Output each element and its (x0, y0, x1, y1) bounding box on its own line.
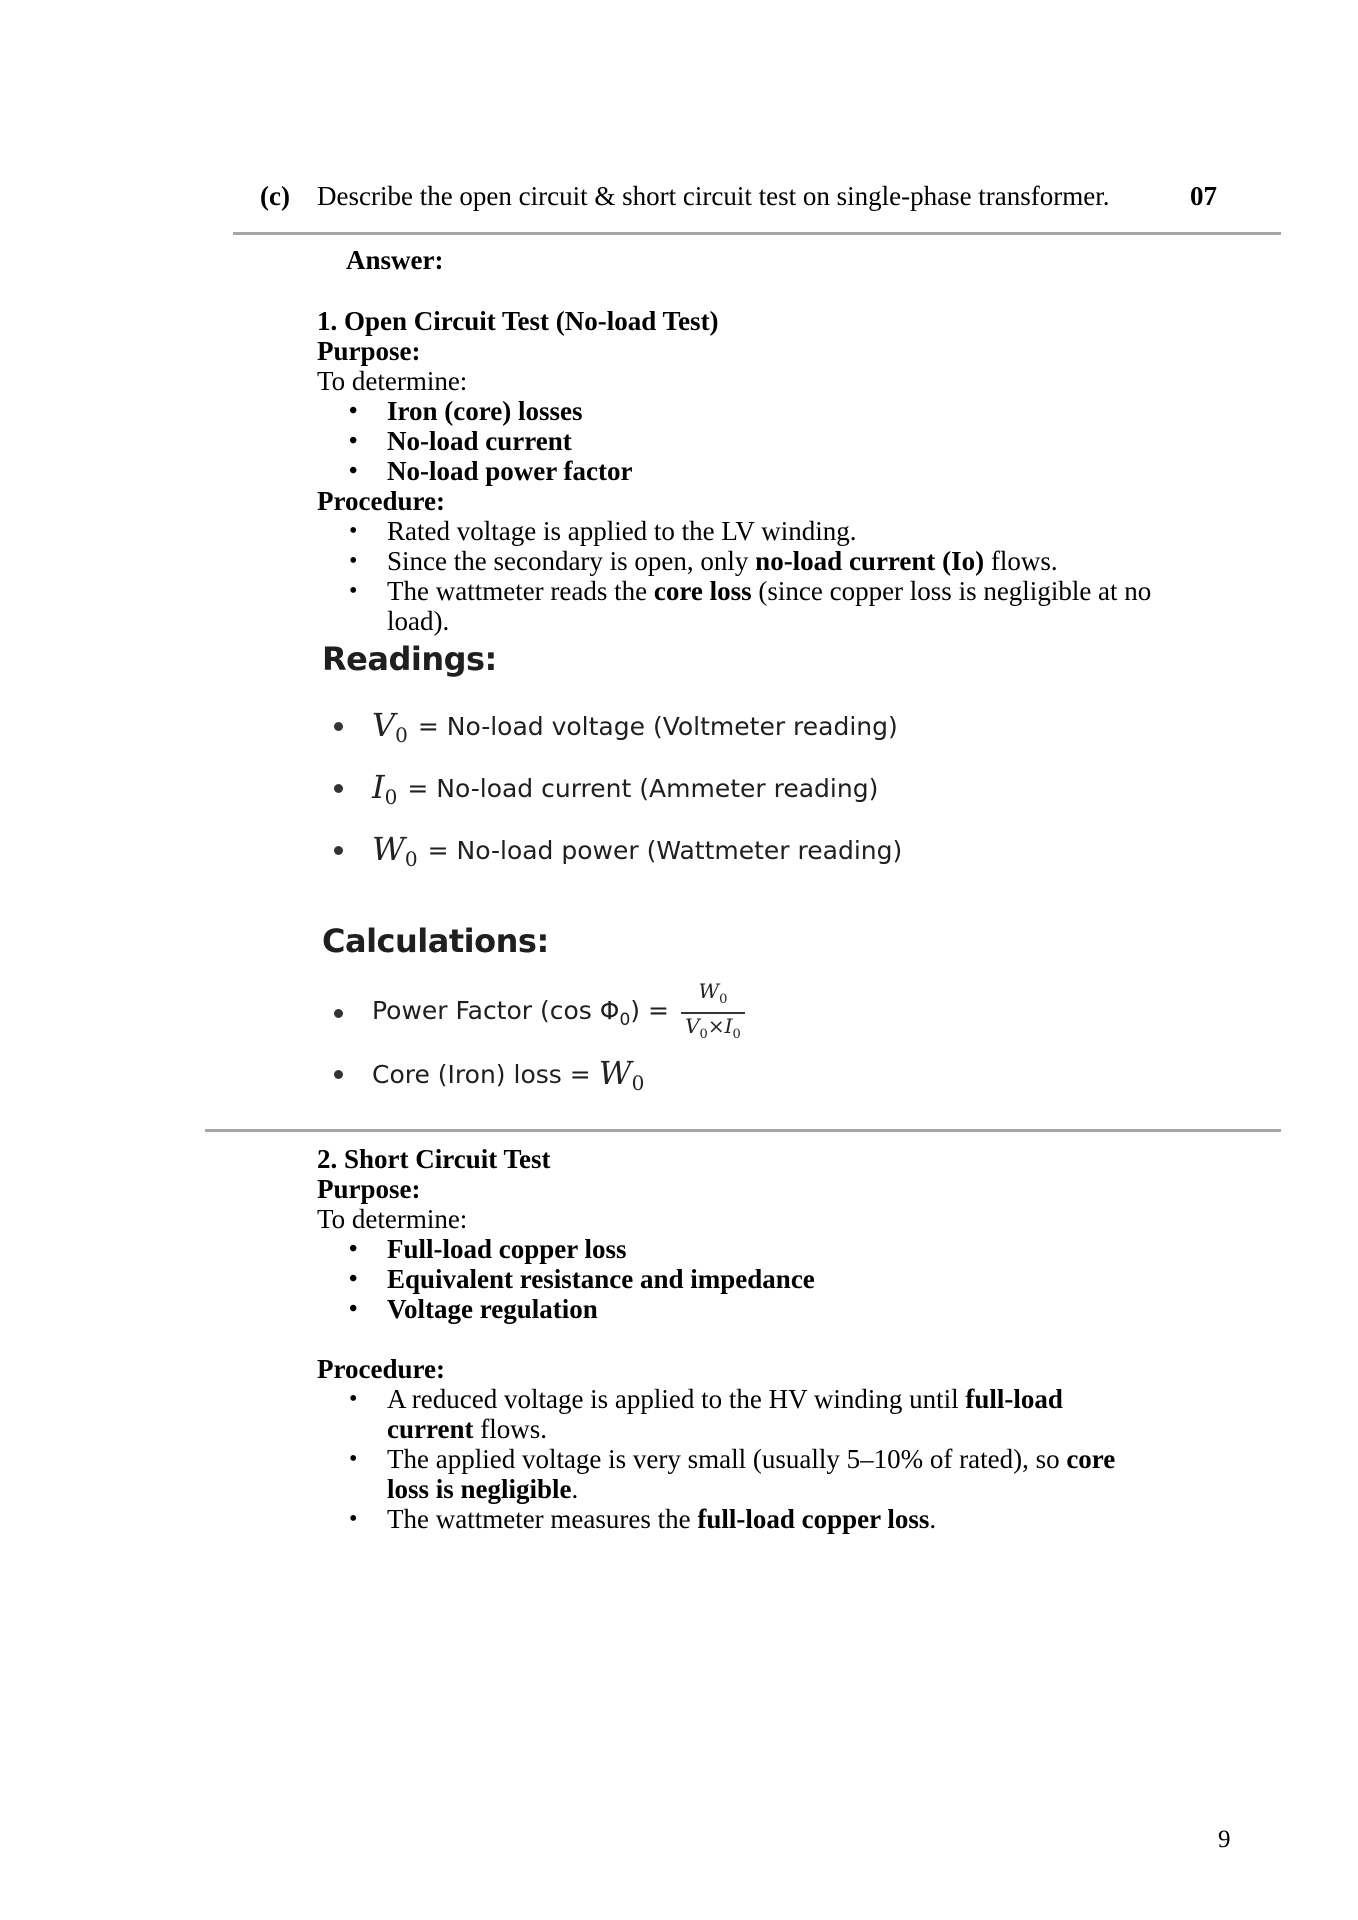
bold-span: full-load copper loss (697, 1504, 930, 1534)
math-symbol: $W_0$ (598, 1053, 645, 1095)
bold-span: core (1066, 1444, 1116, 1474)
pf-label: Power Factor (cos $\Phi_0$) = (372, 996, 669, 1030)
reading-i0 (334, 768, 878, 808)
math-symbol: $I_0$ (372, 767, 398, 809)
list-item: • Equivalent resistance and impedance (317, 1264, 815, 1294)
math-symbol: $W_0$ (372, 829, 418, 871)
text-span: The wattmeter measures the (387, 1504, 698, 1534)
list-item (317, 1444, 1115, 1504)
list-item (317, 516, 1151, 546)
oc-determine: To determine: (317, 366, 468, 396)
bullet-icon (334, 784, 343, 793)
bold-span: core loss (653, 576, 752, 606)
list-item (317, 546, 1151, 576)
list-item (317, 1384, 1115, 1444)
reading-w0 (334, 830, 902, 870)
core-label: Core (Iron) loss = (372, 1059, 591, 1089)
bold-span: loss is negligible (387, 1474, 572, 1504)
sc-heading: 2. Short Circuit Test (317, 1144, 551, 1174)
text-span: flows. (984, 546, 1058, 576)
readings-heading: Readings: (322, 640, 497, 678)
bold-span: no-load current (Io) (755, 546, 985, 576)
list-item: • Voltage regulation (317, 1294, 815, 1324)
divider-top (233, 232, 1281, 235)
calculations-heading: Calculations: (322, 922, 549, 960)
list-item: • No-load power factor (317, 456, 632, 486)
bullet-icon (334, 1009, 343, 1018)
text-span: Rated voltage is applied to the LV winding. (387, 516, 857, 546)
sc-procedure-label: Procedure: (317, 1354, 445, 1384)
text-span: flows. (473, 1414, 547, 1444)
text-span: The wattmeter reads the (387, 576, 654, 606)
math-symbol: $V_0$ (372, 705, 408, 747)
bullet-icon (334, 1070, 343, 1079)
question-label: (c) (260, 181, 290, 211)
text-span: (since copper loss is negligible at no (751, 576, 1152, 606)
text-span: . (571, 1474, 579, 1504)
calc-core-loss (334, 1054, 644, 1094)
list-item: • No-load current (317, 426, 632, 456)
oc-heading: 1. Open Circuit Test (No-load Test) (317, 306, 719, 336)
list-item: • Full-load copper loss (317, 1234, 815, 1264)
oc-procedure-label: Procedure: (317, 486, 445, 516)
list-item (317, 1504, 1115, 1534)
sc-determine: To determine: (317, 1204, 468, 1234)
list-item: • Iron (core) losses (317, 396, 632, 426)
pf-fraction: $\frac{W_0}{V_0\times I_0}$ (681, 980, 745, 1046)
page-number: 9 (1218, 1826, 1231, 1853)
reading-text: = No-load voltage (Voltmeter reading) (417, 711, 898, 741)
text-span: . (929, 1504, 937, 1534)
list-item (317, 576, 1151, 636)
question-marks: 07 (1190, 181, 1217, 211)
bold-span: current (387, 1414, 474, 1444)
text-span: load). (387, 606, 450, 636)
divider-middle (205, 1129, 1281, 1132)
question-text: Describe the open circuit & short circuit test on single-phase transformer. (317, 181, 1110, 211)
oc-procedure-list (317, 516, 1151, 636)
oc-purpose-list (317, 396, 632, 486)
sc-purpose-list (317, 1234, 815, 1324)
sc-purpose-label: Purpose: (317, 1174, 421, 1204)
bold-span: full-load (965, 1384, 1063, 1414)
oc-purpose-label: Purpose: (317, 336, 421, 366)
text-span: A reduced voltage is applied to the HV winding until (387, 1384, 966, 1414)
bullet-icon (334, 722, 343, 731)
text-span: The applied voltage is very small (usually 5–10% of rated), so (387, 1444, 1067, 1474)
reading-text: = No-load power (Wattmeter reading) (427, 835, 903, 865)
calc-power-factor (334, 979, 745, 1042)
sc-procedure-list (317, 1384, 1115, 1534)
reading-text: = No-load current (Ammeter reading) (407, 773, 879, 803)
text-span: Since the secondary is open, only (387, 546, 756, 576)
answer-label: Answer: (346, 245, 444, 275)
bullet-icon (334, 846, 343, 855)
reading-v0 (334, 706, 898, 746)
